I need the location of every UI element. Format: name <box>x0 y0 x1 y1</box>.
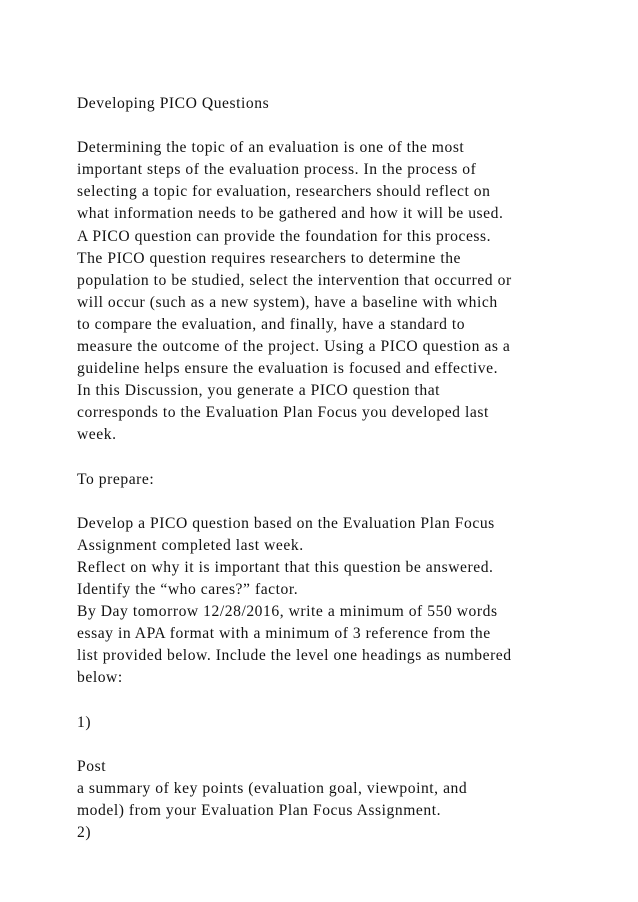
document-title: Developing PICO Questions <box>77 95 270 112</box>
paragraph-gap <box>77 734 622 756</box>
item-1-line: a summary of key points (evaluation goal, viewpoint, and <box>77 779 468 797</box>
intro-line: In this Discussion, you generate a PICO question that <box>77 382 441 400</box>
prepare-paragraph <box>77 513 622 690</box>
prepare-line: Develop a PICO question based on the Evaluation Plan Focus <box>77 514 495 532</box>
prepare-heading: To prepare: <box>77 470 155 488</box>
intro-line: week. <box>77 426 117 444</box>
intro-line: will occur (such as a new system), have a baseline with which <box>77 293 498 311</box>
intro-line: A PICO question can provide the foundation for this process. <box>77 227 492 245</box>
intro-line: corresponds to the Evaluation Plan Focus you developed last <box>77 404 489 422</box>
intro-line: important steps of the evaluation process. In the process of <box>77 161 477 179</box>
paragraph-gap <box>77 447 622 469</box>
item-2-number: 2) <box>77 824 92 842</box>
item-1-paragraph <box>77 756 622 822</box>
prepare-line: below: <box>77 669 123 687</box>
intro-line: to compare the evaluation, and finally, have a standard to <box>77 315 466 333</box>
prepare-line: Reflect on why it is important that this question be answered. <box>77 558 494 576</box>
prepare-line: By Day tomorrow 12/28/2016, write a minimum of 550 words <box>77 603 498 621</box>
paragraph-gap <box>77 690 622 712</box>
item-1-number: 1) <box>77 713 92 731</box>
prepare-line: Assignment completed last week. <box>77 536 304 554</box>
paragraph-gap <box>77 115 622 137</box>
intro-line: selecting a topic for evaluation, researchers should reflect on <box>77 183 491 201</box>
intro-line: population to be studied, select the intervention that occurred or <box>77 271 512 289</box>
paragraph-gap <box>77 491 622 513</box>
intro-line: measure the outcome of the project. Using a PICO question as a <box>77 338 511 356</box>
item-1-line: Post <box>77 757 107 775</box>
intro-paragraph <box>77 137 622 446</box>
prepare-line: list provided below. Include the level one headings as numbered <box>77 647 512 665</box>
prepare-line: Identify the “who cares?” factor. <box>77 581 299 599</box>
prepare-line: essay in APA format with a minimum of 3 reference from the <box>77 625 491 643</box>
document-body <box>77 93 622 844</box>
intro-line: The PICO question requires researchers to determine the <box>77 249 462 267</box>
intro-line: what information needs to be gathered and how it will be used. <box>77 205 504 223</box>
intro-line: guideline helps ensure the evaluation is focused and effective. <box>77 360 499 378</box>
item-1-line: model) from your Evaluation Plan Focus Assignment. <box>77 802 442 819</box>
intro-line: Determining the topic of an evaluation is one of the most <box>77 139 465 157</box>
